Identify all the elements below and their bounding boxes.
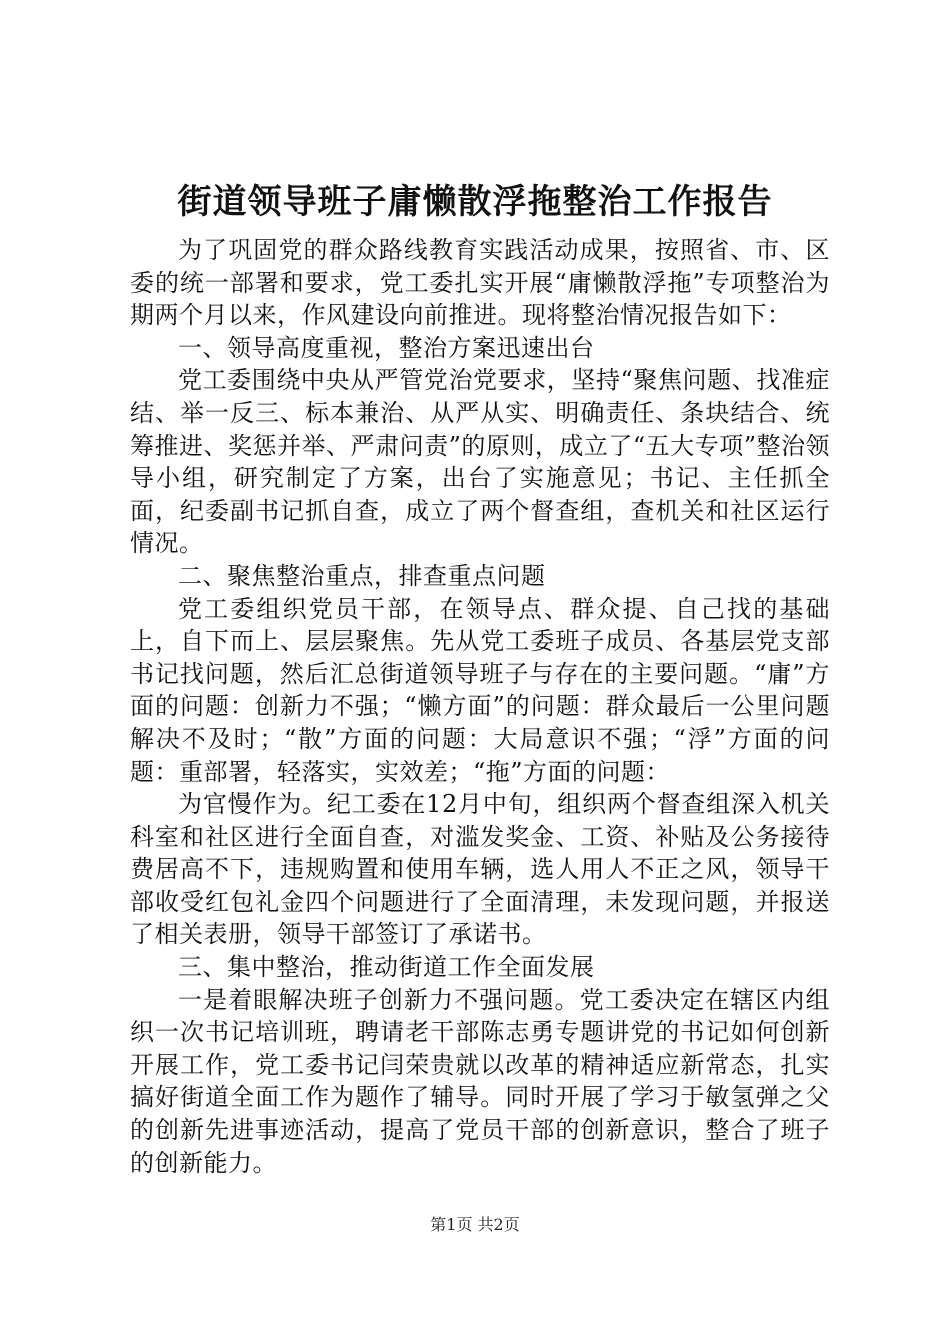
section-1-paragraph: 党工委围绕中央从严管党治党要求，坚持“聚焦问题、找准症结、举一反三、标本兼治、从严从实、明确责任、条块结合、统筹推进、奖惩并举、严肃问责”的原则，成立了“五大专项”整治领导小组，研究制定了方案，出台了实施意见；书记、主任抓全面，纪委副书记抓自查，成立了两个督查组，查机关和社区运行情况。 [130,366,830,558]
section-1-heading: 一、领导高度重视，整治方案迅速出台 [178,333,595,362]
section-3-heading: 三、集中整治，推动街道工作全面发展 [178,953,595,982]
document-title: 街道领导班子庸懒散浮拖整治工作报告 [177,182,773,222]
page-number-footer: 第1页 共2页 [430,1215,520,1234]
section-2-paragraph-2: 为官慢作为。纪工委在12月中旬，组织两个督查组深入机关科室和社区进行全面自查，对滥发奖金、工资、补贴及公务接待费居高不下，违规购置和使用车辆，选人用人不正之风，领导干部收受红包礼金四个问题进行了全面清理，未发现问题，并报送了相关表册，领导干部签订了承诺书。 [130,790,830,949]
section-2-paragraph-1: 党工委组织党员干部，在领导点、群众提、自己找的基础上，自下而上、层层聚焦。先从党工委班子成员、各基层党支部书记找问题，然后汇总街道领导班子与存在的主要问题。“庸”方面的问题：创新力不强；“懒方面”的问题：群众最后一公里问题解决不及时；“散”方面的问题：大局意识不强；“浮”方面的问题：重部署，轻落实，实效差；“拖”方面的问题： [130,594,830,786]
document-body [130,234,830,1179]
section-3-paragraph: 一是着眼解决班子创新力不强问题。党工委决定在辖区内组织一次书记培训班，聘请老干部陈志勇专题讲党的书记如何创新开展工作，党工委书记闫荣贵就以改革的精神适应新常态，扎实搞好街道全面工作为题作了辅导。同时开展了学习于敏氢弹之父的创新先进事迹活动，提高了党员干部的创新意识，整合了班子的创新能力。 [130,985,830,1177]
intro-paragraph: 为了巩固党的群众路线教育实践活动成果，按照省、市、区委的统一部署和要求，党工委扎实开展“庸懒散浮拖”专项整治为期两个月以来，作风建设向前推进。现将整治情况报告如下： [130,236,830,330]
section-2-heading: 二、聚焦整治重点，排查重点问题 [178,561,546,590]
